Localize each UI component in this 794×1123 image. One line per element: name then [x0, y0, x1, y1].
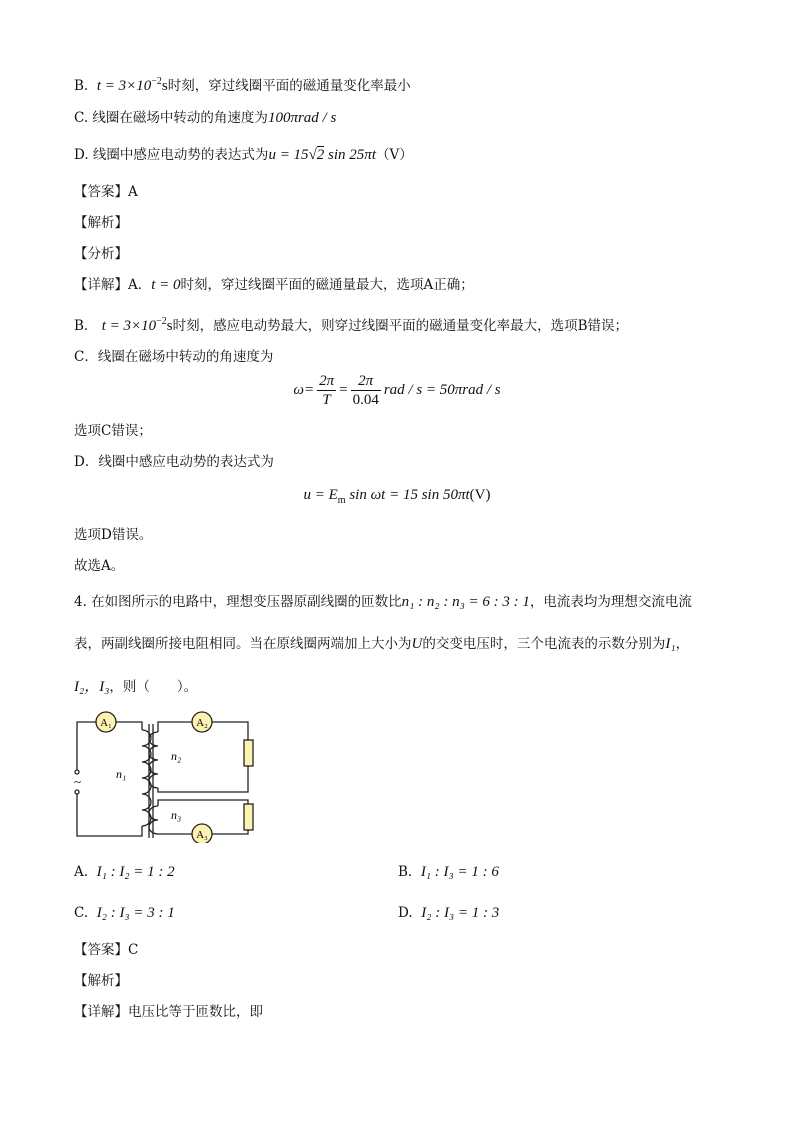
detail-d-line: D．线圈中感应电动势的表达式为	[74, 454, 274, 470]
emf-expression: u = 15√2 sin 25πt	[268, 147, 376, 163]
answer-label: 【答案】A	[74, 184, 138, 200]
n3-wire-bottom-right	[212, 830, 248, 834]
detail-b-line: B． $t = 3\times 10^{-2}s$时刻，感应电动势最大，则穿过线圈平面的磁通量变化率最大，选项B错误；	[74, 316, 629, 334]
q4-stem-line1: 4. 在如图所示的电路中，理想变压器原副线圈的匝数比n₁ : n₂ : n₃ = 6 : 3 : 1，电流表均为理想交流电流	[74, 594, 692, 610]
primary-wire-bottom	[77, 792, 142, 836]
ac-source-symbol: ~	[74, 774, 82, 789]
ammeter-a1-label: A₁	[100, 717, 112, 729]
primary-wire-a1	[116, 722, 142, 730]
q4-option-c[interactable]: C. I₂ : I₃ = 3 : 1	[74, 905, 175, 921]
q4-analysis-label: 【解析】	[74, 973, 128, 989]
q4-option-a[interactable]: A. I₁ : I₂ = 1 : 2	[74, 864, 175, 880]
ammeter-a2-label: A₂	[196, 717, 208, 729]
option-c-line: C. 线圈在磁场中转动的角速度为100πrad / s	[74, 110, 337, 126]
fenxi-label: 【分析】	[74, 246, 128, 262]
fraction-2pi-over-T: $\frac{2\pi}{T}$	[319, 373, 335, 408]
coil-n2-label: n₂	[171, 749, 182, 763]
analysis-label: 【解析】	[74, 215, 128, 231]
resistor-n3	[244, 804, 253, 830]
ammeter-a3-label: A₃	[196, 829, 208, 841]
option-b-math: $t = 3\times 10^{-2}s$	[96, 76, 168, 94]
coil-n3-label: n₃	[171, 808, 182, 822]
n3-wire-top	[158, 800, 248, 806]
coil-n1-label: n₁	[116, 767, 127, 781]
n2-wire-bottom	[158, 766, 248, 792]
q4-stem-line3: I₂，I₃，则（ ）。	[74, 679, 198, 695]
n2-wire-top	[158, 722, 192, 732]
d-wrong-line: 选项D错误。	[74, 527, 153, 543]
choose-line: 故选A。	[74, 558, 125, 574]
detail-c-line: C．线圈在磁场中转动的角速度为	[74, 349, 274, 365]
source-terminal-bottom	[75, 790, 79, 794]
transformer-circuit-diagram	[70, 708, 270, 843]
fraction-2pi-over-004: $\frac{2\pi}{0.04}$	[352, 373, 379, 408]
primary-wire-top	[77, 722, 96, 772]
option-d-line: D. 线圈中感应电动势的表达式为u = 15√2 sin 25πt（V）	[74, 147, 413, 163]
detail-a-line: 【详解】A．t = 0时刻，穿过线圈平面的磁通量最大，选项A正确；	[74, 277, 474, 293]
q4-option-d[interactable]: D. I₂ : I₃ = 1 : 3	[398, 905, 500, 921]
resistor-n2	[244, 740, 253, 766]
option-b-line: B. $t = 3\times 10^{-2}s$时刻，穿过线圈平面的磁通量变化率最小	[74, 76, 411, 94]
c-wrong-line: 选项C错误；	[74, 423, 152, 439]
emf-equation: $u = E_m$ sin ωt = 15 sin 50πt(V)	[303, 487, 491, 506]
q4-stem-line2: 表，两副线圈所接电阻相同。当在原线圈两端加上大小为U的交变电压时，三个电流表的示数分别为I₁，	[74, 636, 690, 652]
q4-option-b[interactable]: B. I₁ : I₃ = 1 : 6	[398, 864, 499, 880]
q4-detail-line: 【详解】电压比等于匝数比，即	[74, 1004, 263, 1020]
q4-answer-label: 【答案】C	[74, 942, 139, 958]
n2-wire-top-right	[212, 722, 248, 740]
omega-equation: ω= $\frac{2\pi}{T}$ = $\frac{2\pi}{0.04}$ rad / s = 50πrad / s	[293, 373, 501, 408]
